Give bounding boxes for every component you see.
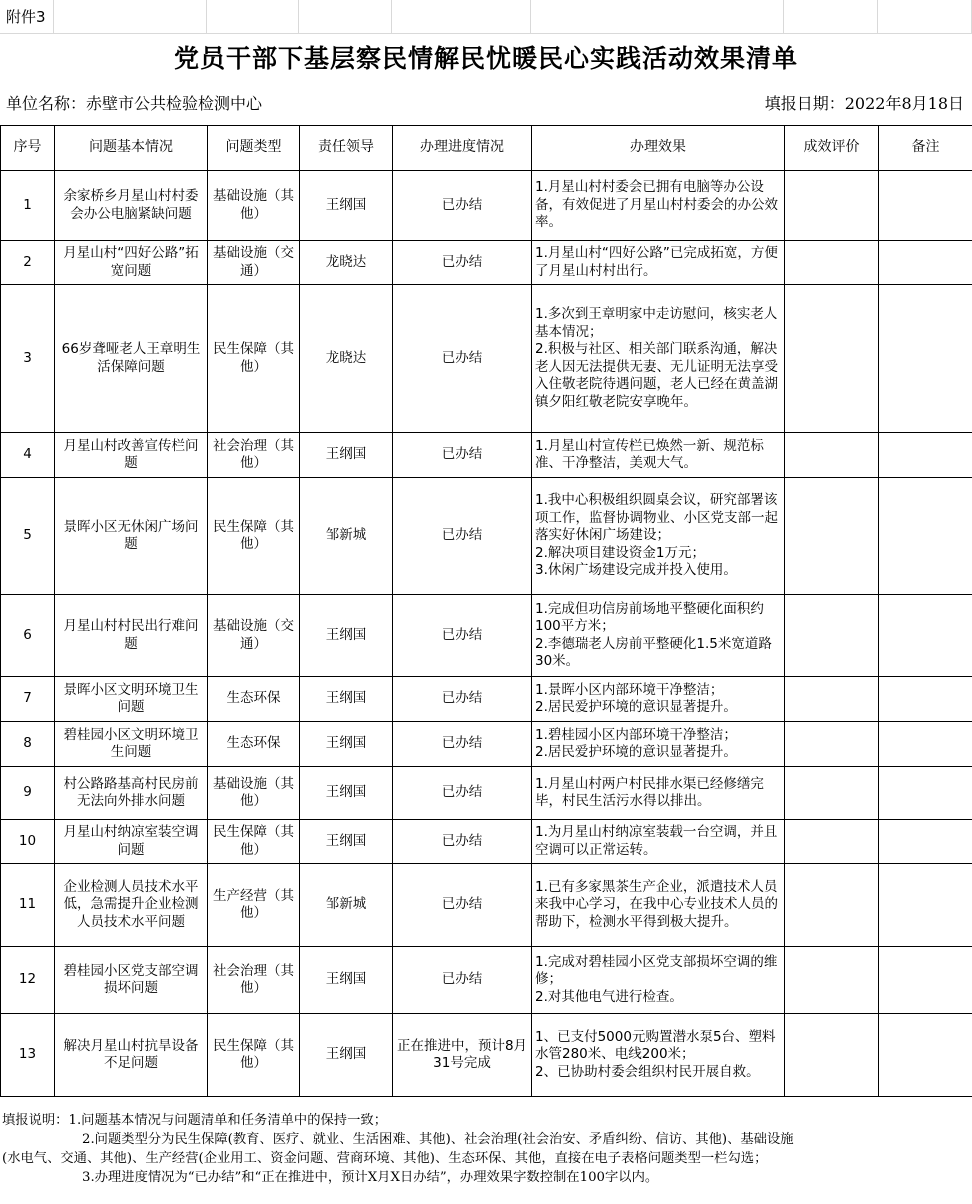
effect-cell[interactable]: 1.月星山村两户村民排水渠已经修缮完毕，村民生活污水得以排出。 (532, 767, 785, 820)
effect-cell[interactable]: 1.已有多家黑茶生产企业，派遣技术人员来我中心学习，在我中心专业技术人员的帮助下，检测水平得到极大提升。 (532, 864, 785, 947)
effect-cell[interactable]: 1.为月星山村纳凉室装载一台空调，并且空调可以正常运转。 (532, 820, 785, 864)
effect-cell[interactable]: 1.月星山村村委会已拥有电脑等办公设备，有效促进了月星山村村委会的办公效率。 (532, 171, 785, 241)
note-cell[interactable] (879, 595, 972, 677)
progress-cell[interactable]: 已办结 (393, 478, 532, 595)
progress-cell[interactable]: 已办结 (393, 722, 532, 767)
header-effect[interactable]: 办理效果 (532, 126, 785, 171)
evaluation-cell[interactable] (785, 285, 879, 433)
progress-cell[interactable]: 已办结 (393, 767, 532, 820)
issue-cell[interactable]: 月星山村村民出行难问题 (55, 595, 208, 677)
note-cell[interactable] (879, 947, 972, 1014)
row-number[interactable]: 2 (1, 241, 55, 285)
empty-cell[interactable] (54, 0, 207, 34)
row-number[interactable]: 10 (1, 820, 55, 864)
issue-cell[interactable]: 碧桂园小区党支部空调损坏问题 (55, 947, 208, 1014)
table-row (1, 595, 972, 677)
empty-cell[interactable] (207, 0, 299, 34)
note-cell[interactable] (879, 433, 972, 478)
issue-cell[interactable]: 企业检测人员技术水平低，急需提升企业检测人员技术水平问题 (55, 864, 208, 947)
header-note[interactable]: 备注 (879, 126, 972, 171)
type-cell[interactable]: 民生保障（其他） (208, 478, 300, 595)
issue-cell[interactable]: 景晖小区文明环境卫生问题 (55, 677, 208, 722)
note-cell[interactable] (879, 241, 972, 285)
effect-cell[interactable]: 1.完成对碧桂园小区党支部损坏空调的维修； 2.对其他电气进行检查。 (532, 947, 785, 1014)
empty-cell[interactable] (784, 0, 878, 34)
evaluation-cell[interactable] (785, 947, 879, 1014)
row-number[interactable]: 13 (1, 1014, 55, 1097)
type-cell[interactable]: 民生保障（其他） (208, 1014, 300, 1097)
leader-cell[interactable]: 王纲国 (300, 820, 393, 864)
table-row (1, 947, 972, 1014)
table-row (1, 433, 972, 478)
empty-cell[interactable] (392, 0, 531, 34)
row-number[interactable]: 12 (1, 947, 55, 1014)
row-number[interactable]: 8 (1, 722, 55, 767)
row-number[interactable]: 6 (1, 595, 55, 677)
note-line[interactable]: 2.问题类型分为民生保障(教育、医疗、就业、生活困难、其他)、社会治理(社会治安、矛盾纠纷、信访、其他)、基础设施 (82, 1132, 794, 1147)
progress-cell[interactable]: 已办结 (393, 241, 532, 285)
header-type[interactable]: 问题类型 (208, 126, 300, 171)
note-cell[interactable] (879, 820, 972, 864)
type-cell[interactable]: 生态环保 (208, 677, 300, 722)
leader-cell[interactable]: 邹新城 (300, 864, 393, 947)
note-cell[interactable] (879, 171, 972, 241)
progress-cell[interactable]: 已办结 (393, 864, 532, 947)
leader-cell[interactable]: 龙晓达 (300, 285, 393, 433)
evaluation-cell[interactable] (785, 595, 879, 677)
evaluation-cell[interactable] (785, 864, 879, 947)
table-row (1, 820, 972, 864)
note-cell[interactable] (879, 285, 972, 433)
unit-row (0, 82, 972, 124)
row-number[interactable]: 1 (1, 171, 55, 241)
note-cell[interactable] (879, 767, 972, 820)
leader-cell[interactable]: 王纲国 (300, 171, 393, 241)
type-cell[interactable]: 社会治理（其他） (208, 947, 300, 1014)
table-row (1, 767, 972, 820)
type-cell[interactable]: 民生保障（其他） (208, 285, 300, 433)
table-row (1, 722, 972, 767)
note-cell[interactable] (879, 677, 972, 722)
attachment-row (0, 0, 972, 34)
progress-cell[interactable]: 已办结 (393, 171, 532, 241)
progress-cell[interactable]: 正在推进中，预计8月31号完成 (393, 1014, 532, 1097)
row-number[interactable]: 9 (1, 767, 55, 820)
note-line[interactable]: (水电气、交通、其他)、生产经营(企业用工、资金问题、营商环境、其他)、生态环保、其他，直接在电子表格问题类型一栏勾选； (2, 1151, 768, 1166)
table-row (1, 677, 972, 722)
leader-cell[interactable]: 王纲国 (300, 947, 393, 1014)
evaluation-cell[interactable] (785, 241, 879, 285)
progress-cell[interactable]: 已办结 (393, 433, 532, 478)
row-number[interactable]: 4 (1, 433, 55, 478)
effect-cell[interactable]: 1.我中心积极组织圆桌会议，研究部署该项工作，监督协调物业、小区党支部一起落实好休闲广场建设； 2.解决项目建设资金1万元； 3.休闲广场建设完成并投入使用。 (532, 478, 785, 595)
progress-cell[interactable]: 已办结 (393, 947, 532, 1014)
evaluation-cell[interactable] (785, 433, 879, 478)
leader-cell[interactable]: 王纲国 (300, 595, 393, 677)
issue-cell[interactable]: 碧桂园小区文明环境卫生问题 (55, 722, 208, 767)
evaluation-cell[interactable] (785, 767, 879, 820)
leader-cell[interactable]: 王纲国 (300, 722, 393, 767)
issue-cell[interactable]: 66岁聋哑老人王章明生活保障问题 (55, 285, 208, 433)
row-number[interactable]: 3 (1, 285, 55, 433)
row-number[interactable]: 11 (1, 864, 55, 947)
empty-cell[interactable] (531, 0, 784, 34)
header-progress[interactable]: 办理进度情况 (393, 126, 532, 171)
progress-cell[interactable]: 已办结 (393, 677, 532, 722)
header-leader[interactable]: 责任领导 (300, 126, 393, 171)
type-cell[interactable]: 生态环保 (208, 722, 300, 767)
note-cell[interactable] (879, 1014, 972, 1097)
leader-cell[interactable]: 王纲国 (300, 433, 393, 478)
leader-cell[interactable]: 王纲国 (300, 677, 393, 722)
table-row (1, 864, 972, 947)
type-cell[interactable]: 基础设施（其他） (208, 171, 300, 241)
note-line[interactable]: 3.办理进度情况为“已办结”和“正在推进中，预计X月X日办结”，办理效果字数控制在100字以内。 (82, 1170, 659, 1185)
attachment-label[interactable]: 附件3 (0, 0, 54, 34)
type-cell[interactable]: 生产经营（其他） (208, 864, 300, 947)
evaluation-cell[interactable] (785, 677, 879, 722)
table-header-row (1, 126, 972, 171)
page-title[interactable]: 党员干部下基层察民情解民忧暖民心实践活动效果清单 (173, 44, 798, 73)
effect-cell[interactable]: 1、已支付5000元购置潜水泵5台、塑料水管280米、电线200米； 2、已协助村委会组织村民开展自救。 (532, 1014, 785, 1097)
issue-cell[interactable]: 月星山村“四好公路”拓宽问题 (55, 241, 208, 285)
leader-cell[interactable]: 邹新城 (300, 478, 393, 595)
note-cell[interactable] (879, 478, 972, 595)
type-cell[interactable]: 社会治理（其他） (208, 433, 300, 478)
effect-cell[interactable]: 1.完成但功信房前场地平整硬化面积约100平方米； 2.李德瑞老人房前平整硬化1.5米宽道路30米。 (532, 595, 785, 677)
table-row (1, 285, 972, 433)
evaluation-cell[interactable] (785, 820, 879, 864)
header-evaluation[interactable]: 成效评价 (785, 126, 879, 171)
issue-cell[interactable]: 余家桥乡月星山村村委会办公电脑紧缺问题 (55, 171, 208, 241)
table-row (1, 241, 972, 285)
table-row (1, 1014, 972, 1097)
evaluation-cell[interactable] (785, 1014, 879, 1097)
table-row (1, 478, 972, 595)
effect-cell[interactable]: 1.月星山村“四好公路”已完成拓宽，方便了月星山村村出行。 (532, 241, 785, 285)
row-number[interactable]: 7 (1, 677, 55, 722)
type-cell[interactable]: 民生保障（其他） (208, 820, 300, 864)
effect-cell[interactable]: 1.景晖小区内部环境干净整洁； 2.居民爱护环境的意识显著提升。 (532, 677, 785, 722)
progress-cell[interactable]: 已办结 (393, 595, 532, 677)
note-line[interactable]: 填报说明：1.问题基本情况与问题清单和任务清单中的保持一致； (2, 1113, 387, 1128)
effect-cell[interactable]: 1.多次到王章明家中走访慰问，核实老人基本情况； 2.积极与社区、相关部门联系沟通，解决老人因无法提供无妻、无儿证明无法享受入住敬老院待遇问题，老人已经在黄盖湖镇夕阳红敬老院安享晚年。 (532, 285, 785, 433)
evaluation-cell[interactable] (785, 478, 879, 595)
type-cell[interactable]: 基础设施（交通） (208, 241, 300, 285)
effect-cell[interactable]: 1.月星山村宣传栏已焕然一新、规范标准、干净整洁，美观大气。 (532, 433, 785, 478)
effects-table (0, 125, 972, 1097)
row-number[interactable]: 5 (1, 478, 55, 595)
leader-cell[interactable]: 王纲国 (300, 767, 393, 820)
evaluation-cell[interactable] (785, 722, 879, 767)
header-no[interactable]: 序号 (1, 126, 55, 171)
progress-cell[interactable]: 已办结 (393, 820, 532, 864)
unit-name[interactable]: 单位名称：赤壁市公共检验检测中心 (6, 94, 263, 113)
issue-cell[interactable]: 月星山村纳凉室装空调问题 (55, 820, 208, 864)
note-cell[interactable] (879, 864, 972, 947)
empty-cell[interactable] (878, 0, 972, 34)
issue-cell[interactable]: 景晖小区无休闲广场问题 (55, 478, 208, 595)
header-issue[interactable]: 问题基本情况 (55, 126, 208, 171)
type-cell[interactable]: 基础设施（其他） (208, 767, 300, 820)
leader-cell[interactable]: 王纲国 (300, 1014, 393, 1097)
fill-instructions (0, 1093, 972, 1204)
leader-cell[interactable]: 龙晓达 (300, 241, 393, 285)
table-row (1, 171, 972, 241)
evaluation-cell[interactable] (785, 171, 879, 241)
progress-cell[interactable]: 已办结 (393, 285, 532, 433)
type-cell[interactable]: 基础设施（交通） (208, 595, 300, 677)
fill-date[interactable]: 填报日期：2022年8月18日 (764, 94, 964, 113)
empty-cell[interactable] (299, 0, 392, 34)
issue-cell[interactable]: 解决月星山村抗旱设备不足问题 (55, 1014, 208, 1097)
issue-cell[interactable]: 村公路路基高村民房前无法向外排水问题 (55, 767, 208, 820)
note-cell[interactable] (879, 722, 972, 767)
issue-cell[interactable]: 月星山村改善宣传栏问题 (55, 433, 208, 478)
effect-cell[interactable]: 1.碧桂园小区内部环境干净整洁； 2.居民爱护环境的意识显著提升。 (532, 722, 785, 767)
